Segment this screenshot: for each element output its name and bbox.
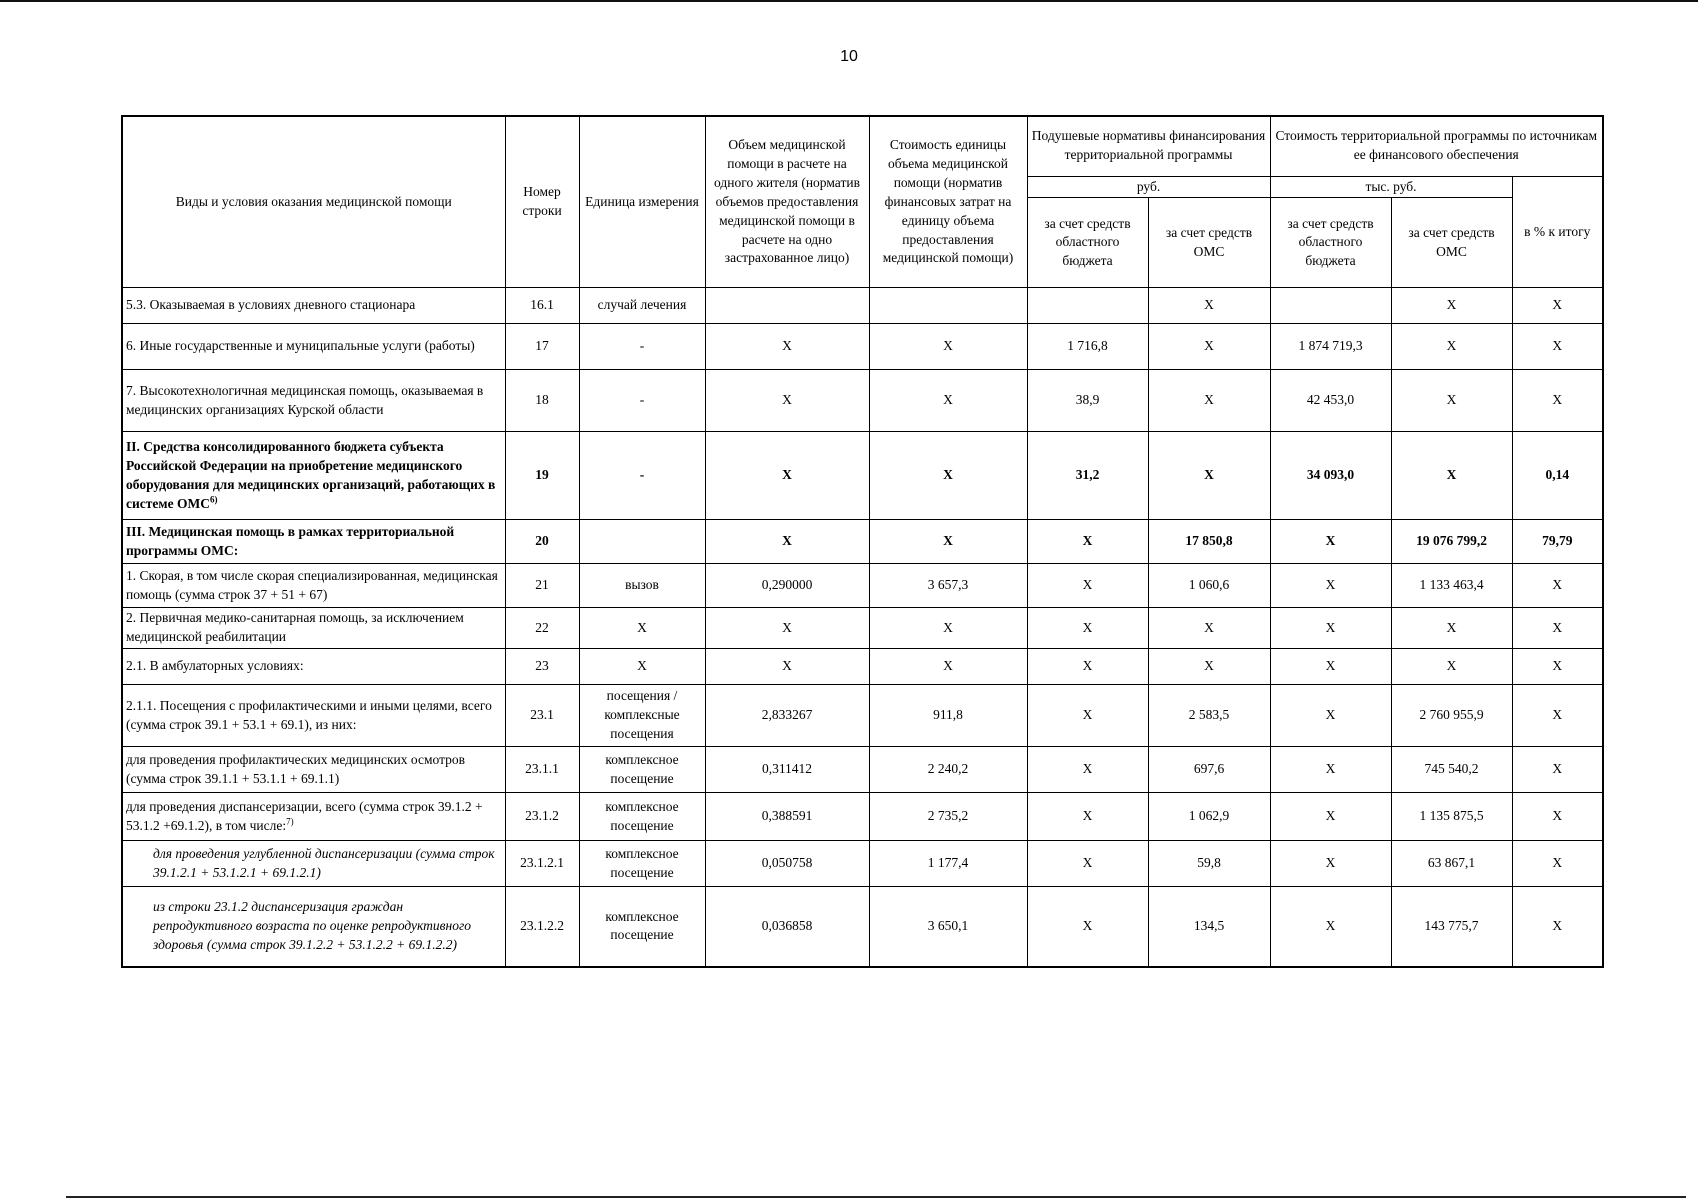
- program-cost-table: [121, 115, 1604, 968]
- cell-unit: комплексное посещение: [579, 747, 705, 793]
- cell-volume: 0,290000: [705, 564, 869, 608]
- cell-percent: 79,79: [1512, 520, 1603, 564]
- scan-edge-top: [0, 0, 1698, 2]
- page-number: 10: [840, 48, 858, 65]
- cell-row-number: 23.1.2.1: [505, 841, 579, 887]
- cell-row-number: 17: [505, 324, 579, 370]
- cell-cost-budget: X: [1270, 841, 1391, 887]
- cell-volume: 0,050758: [705, 841, 869, 887]
- cell-unit: X: [579, 608, 705, 649]
- cell-per-capita-budget: X: [1027, 841, 1148, 887]
- cell-unit-cost: 911,8: [869, 685, 1027, 747]
- header-unit: Единица измерения: [579, 116, 705, 288]
- cell-name: [122, 887, 505, 967]
- row-label: II. Средства консолидированного бюджета субъекта Российской Федерации на приобретение медицинского оборудования для медицинских организаций, работающих в системе ОМС: [126, 439, 496, 511]
- cell-row-number: 16.1: [505, 288, 579, 324]
- header-per-capita: Подушевые нормативы финансирования территориальной программы: [1027, 116, 1270, 176]
- cell-cost-budget: 1 874 719,3: [1270, 324, 1391, 370]
- cell-cost-oms: 1 135 875,5: [1391, 793, 1512, 841]
- cell-cost-budget: X: [1270, 793, 1391, 841]
- cell-row-number: 21: [505, 564, 579, 608]
- cell-cost-oms: X: [1391, 608, 1512, 649]
- cell-name: [122, 747, 505, 793]
- cell-cost-oms: X: [1391, 370, 1512, 432]
- cell-unit: комплексное посещение: [579, 841, 705, 887]
- header-per-capita-budget: за счет средств областного бюджета: [1027, 198, 1148, 288]
- row-label: для проведения углубленной диспансеризации (сумма строк 39.1.2.1 + 53.1.2.1 + 69.1.2.1): [153, 845, 495, 880]
- cell-cost-oms: X: [1391, 324, 1512, 370]
- cell-percent: X: [1512, 564, 1603, 608]
- row-label: для проведения профилактических медицинских осмотров (сумма строк 39.1.1 + 53.1.1 + 69.1.1): [126, 751, 466, 786]
- cell-per-capita-oms: X: [1148, 288, 1270, 324]
- cell-unit-cost: [869, 288, 1027, 324]
- cell-name: [122, 649, 505, 685]
- cell-per-capita-oms: 1 062,9: [1148, 793, 1270, 841]
- table-row: [122, 887, 1603, 967]
- table-row: [122, 841, 1603, 887]
- cell-unit: X: [579, 649, 705, 685]
- cell-per-capita-oms: X: [1148, 324, 1270, 370]
- cell-row-number: 19: [505, 432, 579, 520]
- cell-unit-cost: 1 177,4: [869, 841, 1027, 887]
- cell-per-capita-oms: 1 060,6: [1148, 564, 1270, 608]
- cell-percent: X: [1512, 370, 1603, 432]
- cell-unit-cost: 3 657,3: [869, 564, 1027, 608]
- cell-percent: X: [1512, 608, 1603, 649]
- row-label: 2.1.1. Посещения с профилактическими и иными целями, всего (сумма строк 39.1 + 53.1 + 69.1), из них:: [126, 697, 492, 732]
- cell-percent: X: [1512, 887, 1603, 967]
- cell-cost-oms: X: [1391, 649, 1512, 685]
- cell-unit-cost: 2 735,2: [869, 793, 1027, 841]
- cell-per-capita-budget: X: [1027, 793, 1148, 841]
- cell-per-capita-oms: 134,5: [1148, 887, 1270, 967]
- cell-unit-cost: X: [869, 432, 1027, 520]
- cell-per-capita-budget: X: [1027, 887, 1148, 967]
- table-row: [122, 370, 1603, 432]
- cell-percent: X: [1512, 685, 1603, 747]
- table-row: [122, 432, 1603, 520]
- cell-volume: X: [705, 324, 869, 370]
- cell-unit-cost: X: [869, 649, 1027, 685]
- cell-per-capita-oms: X: [1148, 649, 1270, 685]
- cell-row-number: 23.1.1: [505, 747, 579, 793]
- cell-row-number: 22: [505, 608, 579, 649]
- cell-unit-cost: X: [869, 370, 1027, 432]
- cell-per-capita-budget: 1 716,8: [1027, 324, 1148, 370]
- table-row: [122, 520, 1603, 564]
- cell-per-capita-budget: 38,9: [1027, 370, 1148, 432]
- row-label: III. Медицинская помощь в рамках территориальной программы ОМС:: [126, 524, 455, 558]
- cell-volume: 0,311412: [705, 747, 869, 793]
- cell-unit: посещения / комплексные посещения: [579, 685, 705, 747]
- scan-edge-bottom: [66, 1196, 1686, 1198]
- cell-cost-oms: X: [1391, 288, 1512, 324]
- header-unit-cost: Стоимость единицы объема медицинской помощи (норматив финансовых затрат на единицу объема предоставления медицинской помощи): [869, 116, 1027, 288]
- cell-cost-budget: [1270, 288, 1391, 324]
- cell-cost-budget: X: [1270, 747, 1391, 793]
- cell-name: [122, 608, 505, 649]
- cell-percent: X: [1512, 793, 1603, 841]
- cell-per-capita-budget: [1027, 288, 1148, 324]
- cell-cost-oms: 19 076 799,2: [1391, 520, 1512, 564]
- cell-volume: X: [705, 370, 869, 432]
- cell-cost-oms: 745 540,2: [1391, 747, 1512, 793]
- cell-percent: X: [1512, 288, 1603, 324]
- cell-percent: X: [1512, 841, 1603, 887]
- table-row: [122, 747, 1603, 793]
- cell-name: [122, 793, 505, 841]
- cell-percent: X: [1512, 649, 1603, 685]
- cell-name: [122, 841, 505, 887]
- header-percent: в % к итогу: [1512, 176, 1603, 288]
- row-label: 7. Высокотехнологичная медицинская помощь, оказываемая в медицинских организациях Курской области: [126, 383, 484, 417]
- cell-row-number: 23.1: [505, 685, 579, 747]
- cell-cost-budget: X: [1270, 564, 1391, 608]
- cell-volume: X: [705, 520, 869, 564]
- cell-name: [122, 324, 505, 370]
- cell-cost-budget: 42 453,0: [1270, 370, 1391, 432]
- cell-unit: случай лечения: [579, 288, 705, 324]
- cell-per-capita-budget: X: [1027, 747, 1148, 793]
- cell-cost-budget: X: [1270, 520, 1391, 564]
- cell-cost-oms: 63 867,1: [1391, 841, 1512, 887]
- cell-volume: 0,036858: [705, 887, 869, 967]
- cell-name: [122, 564, 505, 608]
- footnote-marker: 6): [209, 494, 218, 505]
- cell-per-capita-oms: X: [1148, 370, 1270, 432]
- cell-unit-cost: X: [869, 608, 1027, 649]
- cell-per-capita-budget: X: [1027, 685, 1148, 747]
- cell-per-capita-budget: X: [1027, 608, 1148, 649]
- header-per-capita-oms: за счет средств ОМС: [1148, 198, 1270, 288]
- table-row: [122, 564, 1603, 608]
- cell-row-number: 18: [505, 370, 579, 432]
- row-label: 2.1. В амбулаторных условиях:: [126, 658, 304, 674]
- cell-percent: X: [1512, 324, 1603, 370]
- cell-volume: X: [705, 432, 869, 520]
- cell-per-capita-oms: 59,8: [1148, 841, 1270, 887]
- header-cost: Стоимость территориальной программы по источникам ее финансового обеспечения: [1270, 116, 1603, 176]
- cell-unit: комплексное посещение: [579, 887, 705, 967]
- cell-name: [122, 288, 505, 324]
- cell-per-capita-oms: X: [1148, 432, 1270, 520]
- cell-name: [122, 370, 505, 432]
- header-per-capita-unit: руб.: [1027, 176, 1270, 198]
- cell-unit-cost: X: [869, 324, 1027, 370]
- cell-name: [122, 685, 505, 747]
- cell-per-capita-oms: 697,6: [1148, 747, 1270, 793]
- table-row: [122, 608, 1603, 649]
- cell-cost-budget: X: [1270, 608, 1391, 649]
- header-cost-oms: за счет средств ОМС: [1391, 198, 1512, 288]
- header-cost-unit: тыс. руб.: [1270, 176, 1512, 198]
- cell-cost-oms: X: [1391, 432, 1512, 520]
- cell-cost-budget: 34 093,0: [1270, 432, 1391, 520]
- cell-volume: [705, 288, 869, 324]
- cell-percent: 0,14: [1512, 432, 1603, 520]
- row-label: 5.3. Оказываемая в условиях дневного стационара: [126, 297, 416, 313]
- table-row: [122, 793, 1603, 841]
- cell-cost-budget: X: [1270, 685, 1391, 747]
- cell-name: [122, 432, 505, 520]
- row-label: из строки 23.1.2 диспансеризация граждан репродуктивного возраста по оценке репродуктивного здоровья (сумма строк 39.1.2.2 + 53.1.2.2 + 69.1.2.2): [153, 899, 472, 952]
- header-volume: Объем медицинской помощи в расчете на одного жителя (норматив объемов предоставления медицинской помощи в расчете на одно застрахованное лицо): [705, 116, 869, 288]
- cell-unit-cost: 3 650,1: [869, 887, 1027, 967]
- header-row-number: Номер строки: [505, 116, 579, 288]
- cell-per-capita-budget: 31,2: [1027, 432, 1148, 520]
- header-type: Виды и условия оказания медицинской помощи: [122, 116, 505, 288]
- cell-row-number: 23: [505, 649, 579, 685]
- row-label: 2. Первичная медико-санитарная помощь, за исключением медицинской реабилитации: [126, 610, 464, 645]
- cell-per-capita-oms: X: [1148, 608, 1270, 649]
- cell-row-number: 23.1.2: [505, 793, 579, 841]
- cell-per-capita-budget: X: [1027, 520, 1148, 564]
- cell-volume: X: [705, 649, 869, 685]
- cell-name: [122, 520, 505, 564]
- cell-unit: [579, 520, 705, 564]
- cell-per-capita-budget: X: [1027, 564, 1148, 608]
- table-row: [122, 288, 1603, 324]
- row-label: 1. Скорая, в том числе скорая специализированная, медицинская помощь (сумма строк 37 + 51 + 67): [126, 568, 498, 602]
- row-label: 6. Иные государственные и муниципальные услуги (работы): [126, 338, 475, 354]
- cell-per-capita-oms: 17 850,8: [1148, 520, 1270, 564]
- cell-per-capita-budget: X: [1027, 649, 1148, 685]
- cell-cost-oms: 2 760 955,9: [1391, 685, 1512, 747]
- footnote-marker: 7): [286, 816, 294, 827]
- cell-unit-cost: 2 240,2: [869, 747, 1027, 793]
- table-row: [122, 685, 1603, 747]
- cell-row-number: 20: [505, 520, 579, 564]
- cell-cost-oms: 143 775,7: [1391, 887, 1512, 967]
- cell-unit: -: [579, 432, 705, 520]
- header-cost-budget: за счет средств областного бюджета: [1270, 198, 1391, 288]
- table-row: [122, 649, 1603, 685]
- cell-volume: 2,833267: [705, 685, 869, 747]
- cell-volume: 0,388591: [705, 793, 869, 841]
- table-row: [122, 324, 1603, 370]
- cell-volume: X: [705, 608, 869, 649]
- table-body: [122, 288, 1603, 967]
- cell-unit: комплексное посещение: [579, 793, 705, 841]
- cell-row-number: 23.1.2.2: [505, 887, 579, 967]
- cell-unit-cost: X: [869, 520, 1027, 564]
- cell-unit: -: [579, 370, 705, 432]
- cell-unit: -: [579, 324, 705, 370]
- cell-per-capita-oms: 2 583,5: [1148, 685, 1270, 747]
- cell-cost-oms: 1 133 463,4: [1391, 564, 1512, 608]
- cell-percent: X: [1512, 747, 1603, 793]
- cell-unit: вызов: [579, 564, 705, 608]
- cell-cost-budget: X: [1270, 649, 1391, 685]
- row-label: для проведения диспансеризации, всего (сумма строк 39.1.2 + 53.1.2 +69.1.2), в том числе:: [126, 798, 483, 833]
- cell-cost-budget: X: [1270, 887, 1391, 967]
